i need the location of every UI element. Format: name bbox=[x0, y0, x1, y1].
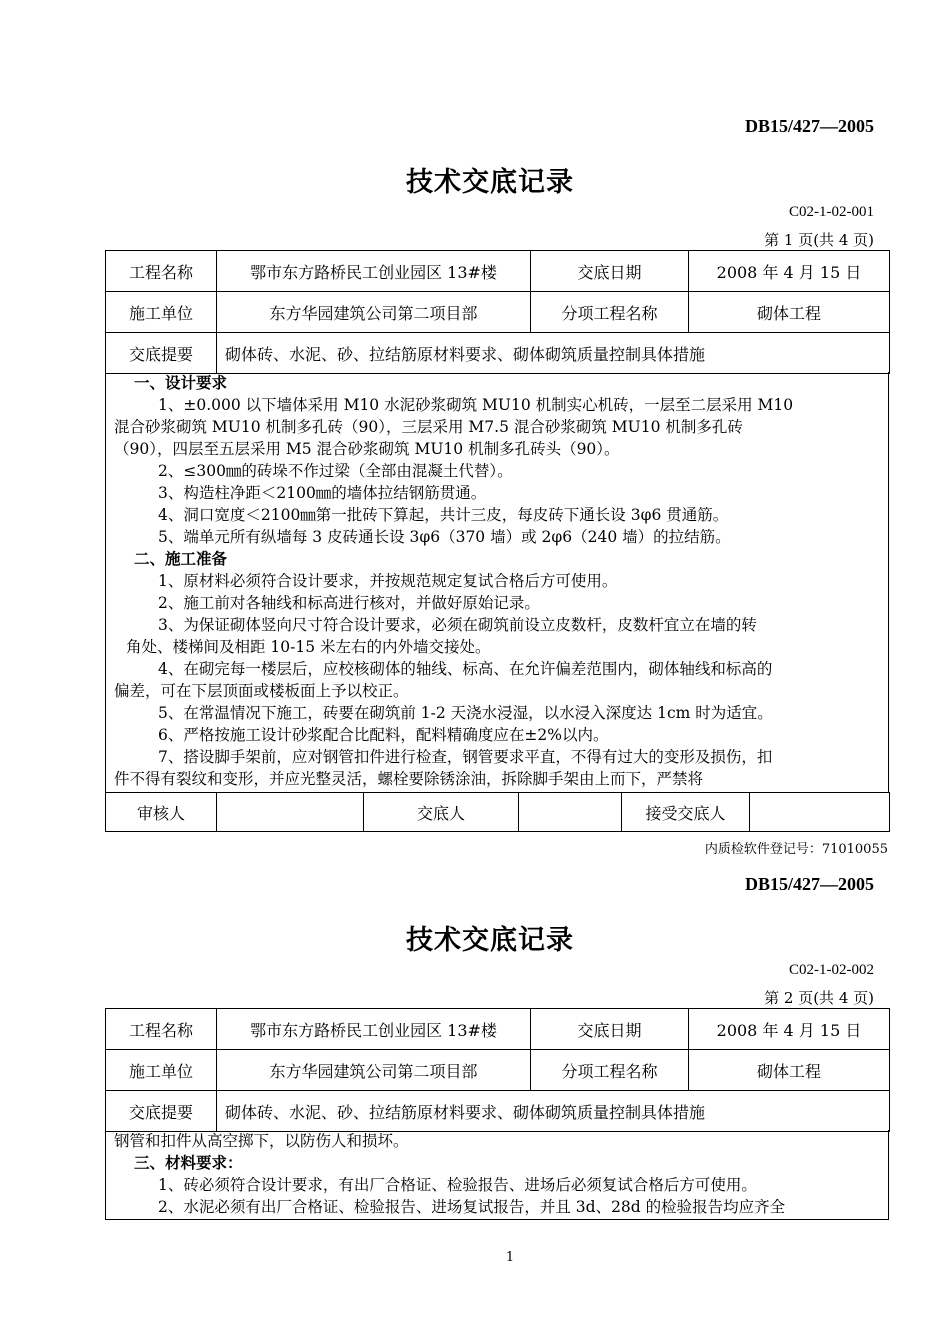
section-heading: 二、施工准备 bbox=[134, 549, 228, 568]
project-name-value: 鄂市东方路桥民工创业园区 13#楼 bbox=[217, 251, 531, 292]
receiver-label: 接受交底人 bbox=[622, 793, 750, 832]
content-line: 1、砖必须符合设计要求，有出厂合格证、检验报告、进场后必须复试合格后方可使用。 bbox=[158, 1176, 757, 1194]
content-line: （90），四层至五层采用 M5 混合砂浆砌筑 MU10 机制多孔砖头（90）。 bbox=[114, 440, 620, 458]
content-line: 4、洞口宽度＜2100㎜第一批砖下算起，共计三皮，每皮砖下通长设 3φ6 贯通筋。 bbox=[158, 506, 729, 524]
section-heading: 一、设计要求 bbox=[134, 373, 228, 392]
content-line: 1、原材料必须符合设计要求，并按规范规定复试合格后方可使用。 bbox=[158, 572, 618, 590]
content-body bbox=[105, 372, 889, 792]
contractor-value: 东方华园建筑公司第二项目部 bbox=[217, 292, 531, 333]
project-name-value: 鄂市东方路桥民工创业园区 13#楼 bbox=[217, 1009, 531, 1050]
footer-page-number: 1 bbox=[505, 1250, 515, 1265]
header-table bbox=[105, 250, 890, 374]
content-line: 4、在砌完每一楼层后，应校核砌体的轴线、标高、在允许偏差范围内，砌体轴线和标高的 bbox=[158, 660, 773, 678]
content-line: 1、±0.000 以下墙体采用 M10 水泥砂浆砌筑 MU10 机制实心机砖，一层至二层采用 M10 bbox=[158, 396, 794, 414]
record-code: C02-1-02-001 bbox=[789, 204, 874, 220]
content-line: 2、施工前对各轴线和标高进行核对，并做好原始记录。 bbox=[158, 594, 540, 612]
signature-table bbox=[105, 792, 890, 832]
contractor-value: 东方华园建筑公司第二项目部 bbox=[217, 1050, 531, 1091]
content-line: 5、端单元所有纵墙每 3 皮砖通长设 3φ6（370 墙）或 2φ6（240 墙）的拉结筋。 bbox=[158, 528, 731, 546]
contractor-label: 施工单位 bbox=[106, 292, 217, 333]
content-body bbox=[105, 1130, 889, 1220]
project-name-label: 工程名称 bbox=[106, 251, 217, 292]
page-title: 技术交底记录 bbox=[406, 925, 574, 956]
content-line: 7、搭设脚手架前，应对钢管扣件进行检查，钢管要求平直，不得有过大的变形及损伤，扣 bbox=[158, 748, 773, 766]
content-line: 件不得有裂纹和变形，并应光整灵活，螺栓要除锈涂油，拆除脚手架由上而下，严禁将 bbox=[114, 770, 704, 788]
date-label: 交底日期 bbox=[531, 251, 689, 292]
project-name-label: 工程名称 bbox=[106, 1009, 217, 1050]
content-line: 混合砂浆砌筑 MU10 机制多孔砖（90），三层采用 M7.5 混合砂浆砌筑 MU10 机制多孔砖 bbox=[114, 418, 743, 436]
page-indicator: 第 2 页(共 4 页) bbox=[764, 989, 874, 1007]
content-line: 6、严格按施工设计砂浆配合比配料，配料精确度应在±2%以内。 bbox=[158, 726, 609, 744]
receiver-value[interactable] bbox=[750, 793, 890, 832]
summary-label: 交底提要 bbox=[106, 1091, 217, 1132]
sub-project-label: 分项工程名称 bbox=[531, 292, 689, 333]
header-table bbox=[105, 1008, 890, 1132]
date-label: 交底日期 bbox=[531, 1009, 689, 1050]
page-indicator: 第 1 页(共 4 页) bbox=[764, 231, 874, 249]
discloser-label: 交底人 bbox=[364, 793, 519, 832]
content-line: 钢管和扣件从高空掷下，以防伤人和损坏。 bbox=[114, 1132, 409, 1150]
sub-project-value: 砌体工程 bbox=[689, 1050, 890, 1091]
record-code: C02-1-02-002 bbox=[789, 962, 874, 978]
page-title: 技术交底记录 bbox=[406, 167, 574, 198]
reviewer-value[interactable] bbox=[217, 793, 364, 832]
date-value: 2008 年 4 月 15 日 bbox=[689, 1009, 890, 1050]
summary-label: 交底提要 bbox=[106, 333, 217, 374]
summary-value: 砌体砖、水泥、砂、拉结筋原材料要求、砌体砌筑质量控制具体措施 bbox=[217, 333, 890, 374]
content-line: 5、在常温情况下施工，砖要在砌筑前 1-2 天浇水浸湿，以水浸入深度达 1cm 时为适宜。 bbox=[158, 704, 773, 722]
registration-number: 内质检软件登记号：71010055 bbox=[704, 842, 888, 857]
content-line: 2、≤300㎜的砖垛不作过梁（全部由混凝土代替）。 bbox=[158, 462, 513, 480]
reviewer-label: 审核人 bbox=[106, 793, 217, 832]
sub-project-label: 分项工程名称 bbox=[531, 1050, 689, 1091]
date-value: 2008 年 4 月 15 日 bbox=[689, 251, 890, 292]
content-line: 偏差，可在下层顶面或楼板面上予以校正。 bbox=[114, 682, 409, 700]
content-line: 3、为保证砌体竖向尺寸符合设计要求，必须在砌筑前设立皮数杆，皮数杆宜立在墙的转 bbox=[158, 616, 757, 634]
content-line: 3、构造柱净距＜2100㎜的墙体拉结钢筋贯通。 bbox=[158, 484, 487, 502]
standard-number: DB15/427—2005 bbox=[744, 874, 874, 894]
summary-value: 砌体砖、水泥、砂、拉结筋原材料要求、砌体砌筑质量控制具体措施 bbox=[217, 1091, 890, 1132]
content-line: 2、水泥必须有出厂合格证、检验报告、进场复试报告，并且 3d、28d 的检验报告均应齐全 bbox=[158, 1198, 786, 1216]
section-heading: 三、材料要求： bbox=[134, 1153, 243, 1172]
content-line: 角处、楼梯间及相距 10-15 米左右的内外墙交接处。 bbox=[126, 638, 491, 656]
contractor-label: 施工单位 bbox=[106, 1050, 217, 1091]
discloser-value[interactable] bbox=[519, 793, 622, 832]
sub-project-value: 砌体工程 bbox=[689, 292, 890, 333]
standard-number: DB15/427—2005 bbox=[744, 116, 874, 136]
